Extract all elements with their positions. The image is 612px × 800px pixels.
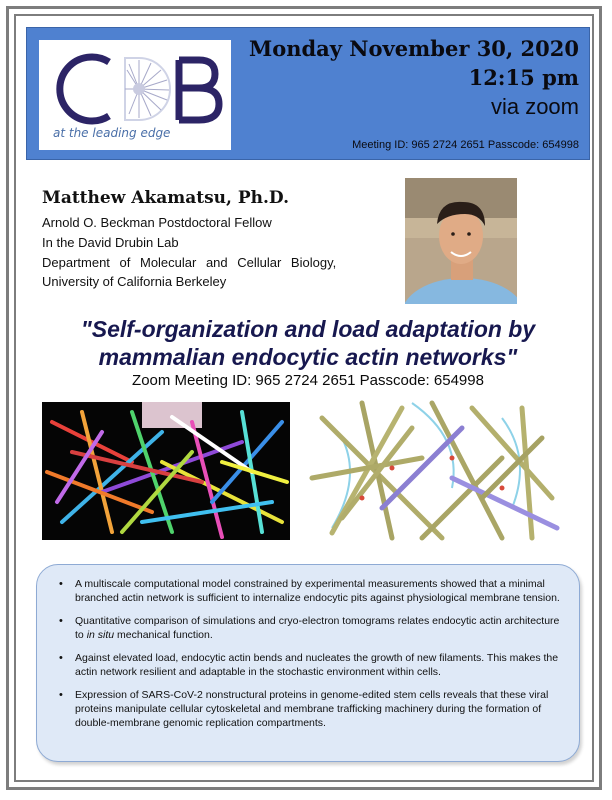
header-banner (26, 27, 590, 160)
summary-bullet-1 (59, 577, 561, 605)
event-time: 12:15 pm (468, 65, 579, 90)
bullet-text: A multiscale computational model constrained by experimental measurements showed that a minimal branched actin network is sufficient to internalize endocytic pits against physiological membrane tension. (75, 578, 560, 604)
speaker-university: University of California Berkeley (42, 274, 227, 289)
actin-simulation-image-filaments (302, 398, 564, 544)
speaker-lab: In the David Drubin Lab (42, 235, 179, 250)
summary-bullet-4 (59, 688, 561, 730)
bullet-text: Expression of SARS-CoV-2 nonstructural proteins in genome-edited stem cells reveals that these viral proteins manipulate cellular cytoskeletal and membrane trafficking machinery during the formation of double-membrane genomic replication compartments. (75, 689, 549, 729)
bullet-text: Quantitative comparison of simulations and cryo-electron tomograms relates endocytic actin architecture to (75, 615, 560, 641)
summary-bullet-2 (59, 614, 561, 642)
talk-title-line-1: "Self-organization and load adaptation by (80, 316, 536, 342)
bullet-text: mechanical function. (114, 629, 213, 641)
event-venue: via zoom (490, 94, 579, 119)
speaker-title: Arnold O. Beckman Postdoctoral Fellow (42, 215, 272, 230)
zoom-meeting-line: Zoom Meeting ID: 965 2724 2651 Passcode: 654998 (132, 372, 484, 389)
bullet-text-italic: in situ (86, 629, 115, 641)
bullet-dot-icon: • (59, 578, 63, 590)
talk-title-line-2: mammalian endocytic actin networks" (98, 344, 518, 370)
speaker-photo (405, 178, 517, 304)
event-date: Monday November 30, 2020 (248, 36, 579, 61)
meeting-info: Meeting ID: 965 2724 2651 Passcode: 654998 (352, 139, 579, 151)
cdb-logo (39, 40, 231, 150)
logo-tagline: at the leading edge (53, 126, 171, 140)
summary-bullets-box (36, 564, 580, 762)
summary-bullet-3 (59, 651, 561, 679)
bullet-dot-icon: • (59, 689, 63, 701)
bullet-dot-icon: • (59, 652, 63, 664)
bullet-text: Against elevated load, endocytic actin bends and nucleates the growth of new filaments. This makes the actin network resilient and adaptable in the stochastic environment within cells. (75, 652, 559, 678)
bullet-dot-icon: • (59, 615, 63, 627)
actin-simulation-image-color (42, 402, 290, 540)
summary-bullet-list (37, 565, 579, 730)
speaker-name: Matthew Akamatsu, Ph.D. (42, 188, 289, 208)
speaker-department: Department of Molecular and Cellular Biology, (42, 255, 337, 270)
